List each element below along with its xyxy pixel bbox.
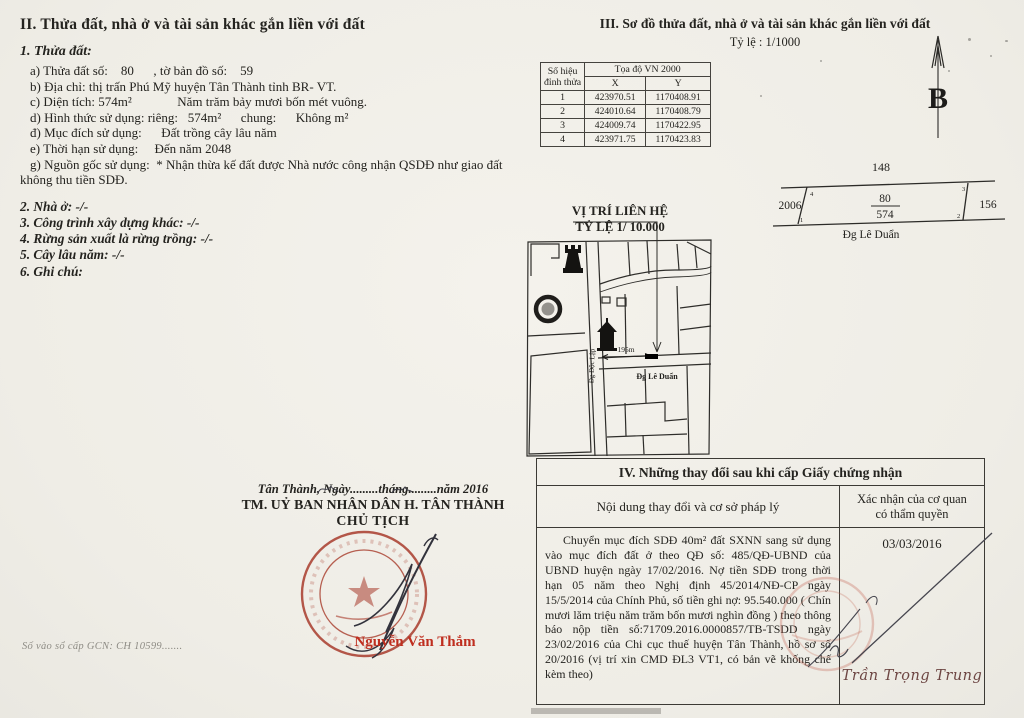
coord-header-vertex [541, 63, 585, 91]
parcel-diagram [763, 158, 1018, 246]
section-2-subtitle: 1. Thửa đất: [20, 44, 92, 59]
confirmation-cell [840, 528, 984, 704]
scan-speck [968, 38, 971, 41]
column-content-header: Nội dung thay đổi và cơ sở pháp lý [537, 486, 840, 527]
coord-header-y: Y [646, 77, 711, 91]
section-3-scale: Tỷ lệ : 1/1000 [729, 35, 801, 49]
coord-row [541, 91, 711, 105]
vertex-id: 4 [541, 133, 585, 147]
coord-row [541, 119, 711, 133]
vertex-y: 1170423.83 [646, 133, 711, 147]
section-4-header-row [537, 486, 984, 528]
use-term-line: e) Thời hạn sử dụng: Đến năm 2048 [30, 140, 232, 156]
signature-org: TM. UỶ BAN NHÂN DÂN H. TÂN THÀNH [241, 497, 505, 512]
coord-header-vertex-line1: Số hiệu [547, 65, 578, 77]
section-4-title: IV. Những thay đổi sau khi cấp Giấy chứng nhận [537, 459, 984, 486]
parcel-area: 574 [876, 209, 894, 221]
map-street-horizontal-label: Đg Lê Duẩn [636, 372, 678, 381]
coord-header-vertex-line2: đỉnh thửa [544, 76, 582, 88]
corner-3: 3 [962, 186, 966, 193]
vertex-x: 423970.51 [585, 91, 646, 105]
corner-4: 4 [810, 191, 814, 198]
parcel-top-length: 148 [872, 160, 890, 174]
vertex-x: 424009.74 [585, 119, 646, 133]
item-notes: 6. Ghi chú: [20, 263, 83, 279]
use-purpose-line: đ) Mục đích sử dụng: Đất trồng cây lâu năm [30, 125, 277, 141]
corner-1: 1 [800, 217, 804, 224]
map-title-line1: VỊ TRÍ LIÊN HỆ [571, 204, 669, 218]
coord-header-x: X [585, 77, 646, 91]
change-description: Chuyển mục đích SDĐ 40m² đất SXNN sang sử dụng vào mục đích đất ở theo QĐ số: 485/QĐ-UBND của UBND huyện ngày 17/02/2016. Nợ tiền SDĐ trong thời hạn 05 năm theo Nghị định 45/2014/NĐ-CP ngày 15/5/2014 của Chính Phủ, số tiền ghi nợ: 95.540.000 ( Chín mươi lăm triệu năm trăm bốn mươi nghìn đồng ) theo thông báo nộp tiền số:71709.2016.0000857/TB-TSDD ngày 23/02/2016 của Chi cục thuế huyện Tân Thành, hồ sơ số 20/2016 (vị trí xin CMD ĐL3 VT1, có bản vẽ khống chế kèm theo) [537, 528, 840, 704]
section-2-items [20, 199, 520, 280]
scan-speck [760, 95, 762, 97]
signature-role: CHỦ TỊCH [336, 513, 410, 528]
scan-speck [820, 60, 822, 62]
north-arrow-icon [915, 24, 963, 142]
confirm-header-line2: có thẩm quyền [875, 506, 949, 521]
north-label: B [927, 82, 949, 115]
coord-row [541, 133, 711, 147]
parcel-street-label: Đg Lê Duẩn [842, 229, 900, 241]
vertex-y: 1170422.95 [646, 119, 711, 133]
column-confirm-header [840, 486, 984, 527]
parcel-number-line: a) Thửa đất số: 80 , tờ bản đồ số: 59 [30, 63, 254, 78]
confirmation-signer: Trần Trọng Trung [841, 668, 983, 684]
confirmation-date: 03/03/2016 [882, 536, 942, 551]
handwritten-date-icon [300, 480, 470, 498]
signature-date-line: Tân Thành, Ngày.........tháng.........năm 2016 [257, 482, 489, 496]
scan-speck [1005, 40, 1008, 42]
parcel-left-length: 2006 [778, 200, 802, 212]
pagoda-icon [597, 318, 617, 351]
section-2-land-parcel [20, 16, 520, 280]
confirm-header-line1: Xác nhận của cơ quan [857, 491, 967, 506]
vertex-id: 3 [541, 119, 585, 133]
section-3-title: III. Sơ đồ thửa đất, nhà ở và tài sản khác gắn liền với đất [599, 16, 931, 31]
vertex-y: 1170408.91 [646, 91, 711, 105]
origin-line: g) Nguồn gốc sử dụng: * Nhận thừa kế đất được Nhà nước công nhận QSDĐ như giao đất không thu tiền SDĐ. [20, 156, 506, 188]
vertex-x: 423971.75 [585, 133, 646, 147]
item-planted-forest: 4. Rừng sản xuất là rừng trồng: -/- [20, 231, 214, 247]
item-other-construction: 3. Công trình xây dựng khác: -/- [20, 214, 200, 230]
distance-label: 195m [617, 345, 635, 354]
coord-row [541, 105, 711, 119]
coord-header-group: Tọa độ VN 2000 [585, 63, 711, 77]
gcn-book-number: Số vào sổ cấp GCN: CH 10599....... [22, 641, 183, 652]
parcel-right-length: 156 [979, 199, 997, 211]
vertex-x: 424010.64 [585, 105, 646, 119]
map-street-vertical-label: Đg Độc Lập [587, 348, 597, 384]
corner-2: 2 [957, 213, 961, 220]
scan-speck [990, 55, 992, 57]
section-4-changes-table [536, 458, 985, 705]
coordinate-table [540, 62, 711, 147]
address-line: b) Địa chỉ: thị trấn Phú Mỹ huyện Tân Thành tỉnh BR- VT. [30, 78, 337, 94]
map-title-line2: TỶ LỆ 1/ 10.000 [575, 219, 665, 234]
signer-name: Nguyễn Văn Thắm [354, 634, 476, 650]
parcel-number: 80 [879, 193, 891, 205]
item-perennial-trees: 5. Cây lâu năm: -/- [20, 247, 125, 263]
distance-arrow [602, 354, 651, 360]
area-line: c) Diện tích: 574m² Năm trăm bảy mươi bốn mét vuông. [30, 94, 367, 110]
use-form-line: d) Hình thức sử dụng: riêng: 574m² chung: Không m² [30, 109, 349, 125]
section-2-title: II. Thửa đất, nhà ở và tài sản khác gắn liền với đất [20, 16, 365, 33]
section-4-body-row [537, 528, 984, 704]
vertex-id: 1 [541, 91, 585, 105]
parcel-marker [645, 354, 658, 359]
scan-speck [948, 70, 950, 72]
vertex-y: 1170408.79 [646, 105, 711, 119]
scan-edge-artifact [531, 708, 661, 714]
location-map [525, 206, 717, 458]
vertex-id: 2 [541, 105, 585, 119]
item-house: 2. Nhà ở: -/- [20, 198, 89, 214]
tower-icon [563, 245, 583, 273]
